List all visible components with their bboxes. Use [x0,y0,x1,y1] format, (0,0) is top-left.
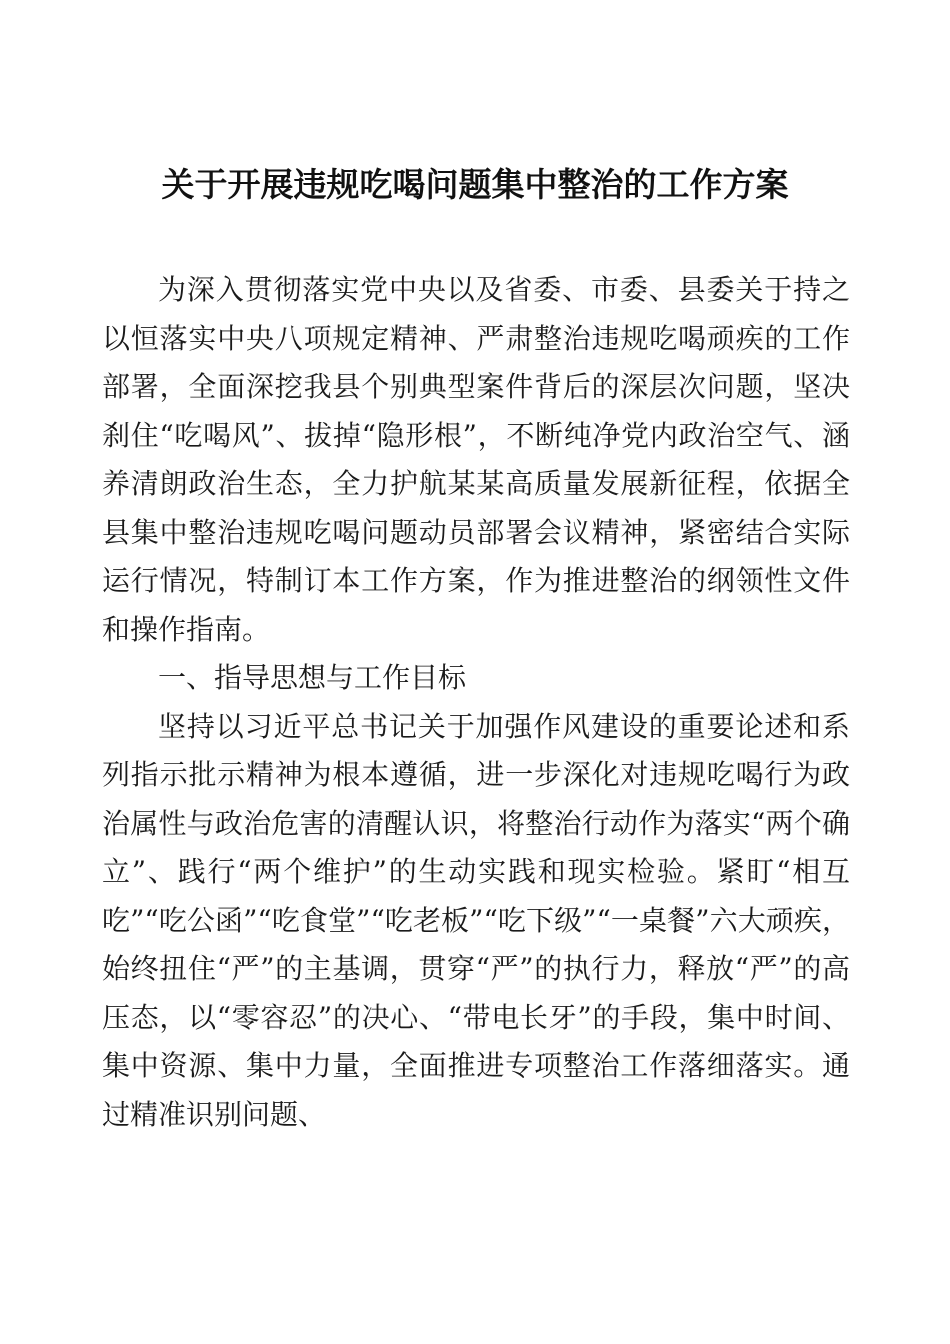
document-body [102,266,850,1139]
guiding-thought-paragraph: 坚持以习近平总书记关于加强作风建设的重要论述和系列指示批示精神为根本遵循，进一步深化对违规吃喝行为政治属性与政治危害的清醒认识，将整治行动作为落实“两个确立”、践行“两个维护”的生动实践和现实检验。紧盯“相互吃”“吃公函”“吃食堂”“吃老板”“吃下级”“一桌餐”六大顽疾，始终扭住“严”的主基调，贯穿“严”的执行力，释放“严”的高压态，以“零容忍”的决心、“带电长牙”的手段，集中时间、集中资源、集中力量，全面推进专项整治工作落细落实。通过精准识别问题、 [102,709,850,1131]
intro-paragraph: 为深入贯彻落实党中央以及省委、市委、县委关于持之以恒落实中央八项规定精神、严肃整治违规吃喝顽疾的工作部署，全面深挖我县个别典型案件背后的深层次问题，坚决刹住“吃喝风”、拔掉“隐形根”，不断纯净党内政治空气、涵养清朗政治生态，全力护航某某高质量发展新征程，依据全县集中整治违规吃喝问题动员部署会议精神，紧密结合实际运行情况，特制订本工作方案，作为推进整治的纲领性文件和操作指南。 [102,273,850,646]
document-title: 关于开展违规吃喝问题集中整治的工作方案 [161,165,789,204]
section-heading: 一、指导思想与工作目标 [158,661,467,694]
